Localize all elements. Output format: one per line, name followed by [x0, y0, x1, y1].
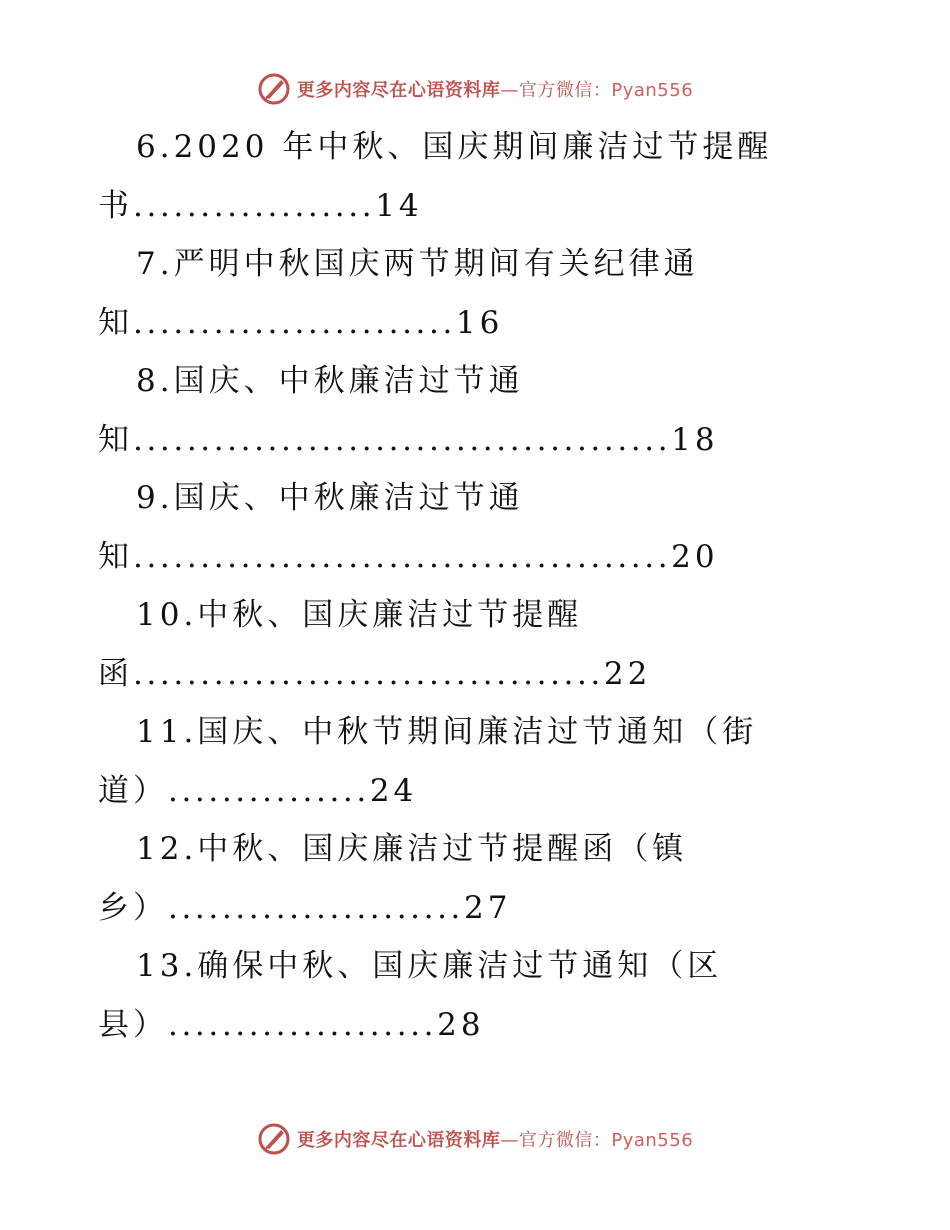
- toc-entry[interactable]: [98, 586, 838, 703]
- toc-entry-leader: 书..................14: [98, 187, 423, 224]
- toc-entry-leader: 函...................................22: [98, 655, 652, 692]
- toc-entry-title: 6.2020 年中秋、国庆期间廉洁过节提醒: [136, 129, 773, 165]
- toc-entry-leader: 知........................16: [98, 304, 504, 341]
- toc-entry-title: 9.国庆、中秋廉洁过节通: [136, 480, 524, 516]
- toc-entry-title: 13.确保中秋、国庆廉洁过节通知（区: [136, 948, 723, 984]
- toc-page-number: 18: [671, 421, 719, 458]
- watermark-text: 更多内容尽在心语资料库—官方微信：Pyan556: [296, 80, 694, 101]
- toc-entry-title: 10.中秋、国庆廉洁过节提醒: [136, 597, 583, 633]
- header-watermark: [0, 72, 950, 106]
- toc-entry[interactable]: [98, 469, 838, 586]
- quill-pen-logo-icon: [257, 72, 291, 106]
- toc-entry[interactable]: [98, 235, 838, 352]
- toc-page-number: 27: [464, 889, 512, 926]
- toc-page-number: 22: [603, 655, 652, 692]
- toc-page-number: 20: [671, 538, 719, 575]
- toc-entry-leader: 知........................................20: [98, 538, 719, 575]
- quill-pen-logo-icon: [257, 1122, 291, 1156]
- toc-entry-title: 7.严明中秋国庆两节期间有关纪律通: [136, 246, 699, 282]
- table-of-contents: [98, 118, 838, 1054]
- toc-page-number: 24: [369, 772, 418, 809]
- watermark-text: 更多内容尽在心语资料库—官方微信：Pyan556: [296, 1130, 694, 1151]
- toc-entry-leader: 道）...............24: [98, 772, 418, 809]
- toc-entry[interactable]: [98, 352, 838, 469]
- toc-entry[interactable]: [98, 820, 838, 937]
- toc-entry-title: 11.国庆、中秋节期间廉洁过节通知（街: [136, 714, 758, 750]
- toc-entry[interactable]: [98, 118, 838, 235]
- toc-entry-title: 12.中秋、国庆廉洁过节提醒函（镇: [136, 831, 688, 867]
- toc-page-number: 14: [375, 187, 423, 224]
- toc-entry-title: 8.国庆、中秋廉洁过节通: [136, 363, 524, 399]
- toc-entry-leader: 县）....................28: [98, 1006, 485, 1043]
- toc-entry-leader: 知........................................18: [98, 421, 719, 458]
- toc-page-number: 28: [437, 1006, 485, 1043]
- toc-entry[interactable]: [98, 937, 838, 1054]
- toc-entry[interactable]: [98, 703, 838, 820]
- toc-entry-leader: 乡）......................27: [98, 889, 512, 926]
- footer-watermark: [0, 1122, 950, 1156]
- toc-page-number: 16: [455, 304, 504, 341]
